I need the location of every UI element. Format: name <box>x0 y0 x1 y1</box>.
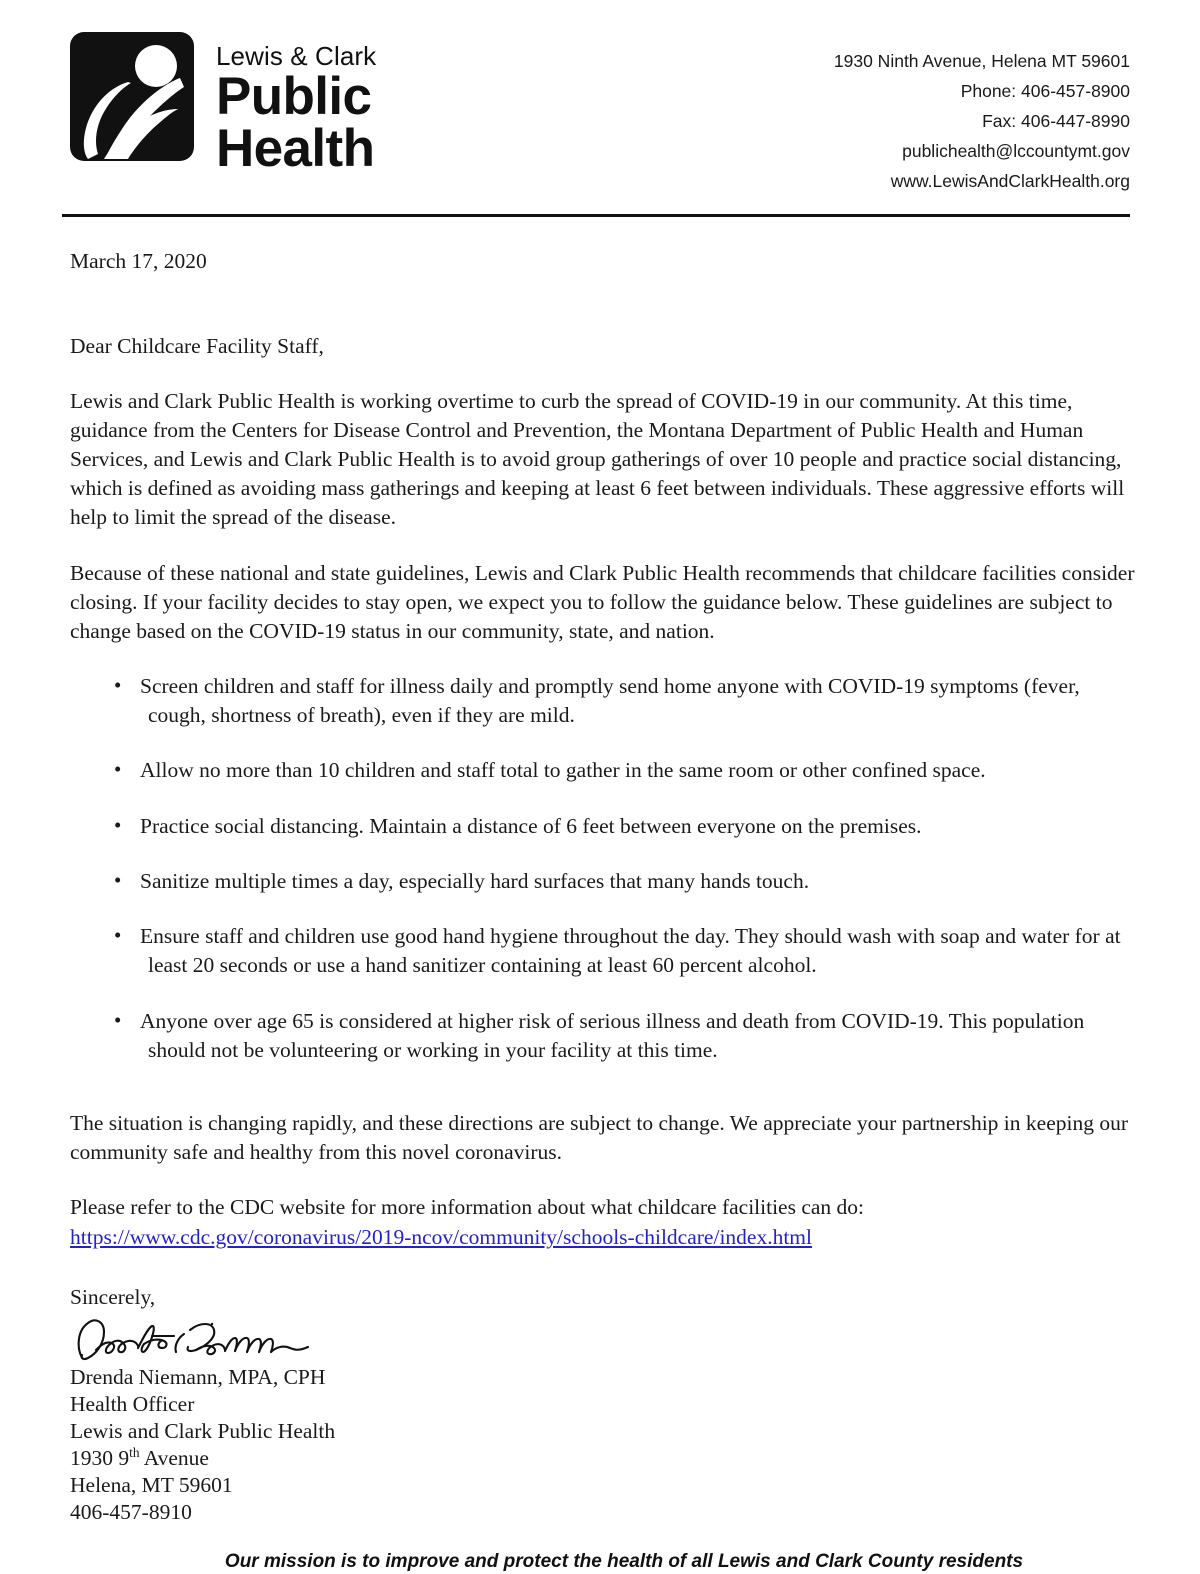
paragraph-cdc-reference: Please refer to the CDC website for more information about what childcare facilities can do: <box>70 1195 865 1220</box>
signer-street-name: Avenue <box>139 1446 209 1471</box>
list-item: • Ensure staff and children use good hand hygiene throughout the day. They should wash with soap and water for at least 20 seconds or use a hand sanitizer containing at least 60 percent alcohol. <box>70 922 1138 980</box>
paragraph-closing: The situation is changing rapidly, and these directions are subject to change. We appreciate your partnership in keeping our community safe and healthy from this novel coronavirus. <box>70 1111 1128 1165</box>
list-item: • Screen children and staff for illness daily and promptly send home anyone with COVID-19 symptoms (fever, cough, shortness of breath), even if they are mild. <box>70 672 1138 730</box>
signer-city-state-zip: Helena, MT 59601 <box>70 1473 233 1498</box>
list-item: • Anyone over age 65 is considered at higher risk of serious illness and death from COVID-19. This population should not be volunteering or working in your facility at this time. <box>70 1007 1138 1065</box>
wordmark <box>216 30 377 178</box>
signer-street <box>70 1445 1138 1472</box>
list-item: • Practice social distancing. Maintain a distance of 6 feet between everyone on the premises. <box>70 812 1138 841</box>
contact-address: 1930 Ninth Avenue, Helena MT 59601 <box>833 51 1130 71</box>
signoff: Sincerely, <box>70 1284 156 1309</box>
paragraph-recommendation: Because of these national and state guidelines, Lewis and Clark Public Health recommends that childcare facilities consider closing. If your facility decides to stay open, we expect you to follow the guidance below. These guidelines are subject to change based on the COVID-19 status in our community, state, and nation. <box>70 560 1135 643</box>
signer-phone: 406-457-8910 <box>70 1500 192 1525</box>
guidelines-list <box>70 672 1138 1065</box>
handwritten-signature <box>72 1314 340 1366</box>
wordmark-lewis-clark: Lewis & Clark <box>216 41 377 71</box>
signer-name: Drenda Niemann, MPA, CPH <box>70 1364 326 1389</box>
contact-email: publichealth@lccountymt.gov <box>902 141 1130 162</box>
contact-website: www.LewisAndClarkHealth.org <box>890 171 1130 192</box>
mission-statement: Our mission is to improve and protect the health of all Lewis and Clark County residents <box>224 1550 1024 1572</box>
contact-block <box>834 30 1130 196</box>
signature-block <box>70 1364 1138 1527</box>
public-health-logo-icon <box>68 30 196 163</box>
signer-title: Health Officer <box>70 1391 195 1416</box>
signer-street-ordinal: th <box>129 1445 140 1461</box>
contact-phone: Phone: 406-457-8900 <box>960 81 1130 102</box>
letter-date: March 17, 2020 <box>70 249 207 274</box>
letter-body <box>0 247 1200 1574</box>
signer-organization: Lewis and Clark Public Health <box>70 1419 336 1444</box>
contact-fax: Fax: 406-447-8990 <box>982 111 1130 132</box>
signer-street-number: 1930 9 <box>70 1446 130 1471</box>
letterhead-divider <box>62 214 1130 217</box>
cdc-website-link[interactable]: https://www.cdc.gov/coronavirus/2019-ncov/community/schools-childcare/index.html <box>70 1225 813 1250</box>
list-item: • Sanitize multiple times a day, especially hard surfaces that many hands touch. <box>70 867 1138 896</box>
salutation: Dear Childcare Facility Staff, <box>70 333 324 358</box>
wordmark-public: Public <box>216 67 372 126</box>
list-item: • Allow no more than 10 children and staff total to gather in the same room or other confined space. <box>70 756 1138 785</box>
organization-branding <box>68 30 377 178</box>
closing-block <box>70 1109 1138 1253</box>
wordmark-health: Health <box>216 118 375 178</box>
paragraph-intro: Lewis and Clark Public Health is working overtime to curb the spread of COVID-19 in our community. At this time, guidance from the Centers for Disease Control and Prevention, the Montana Department of Public Health and Human Services, and Lewis and Clark Public Health is to avoid group gatherings of over 10 people and practice social distancing, which is defined as avoiding mass gatherings and keeping at least 6 feet between individuals. These aggressive efforts will help to limit the spread of the disease. <box>70 388 1125 530</box>
letterhead <box>0 0 1200 196</box>
